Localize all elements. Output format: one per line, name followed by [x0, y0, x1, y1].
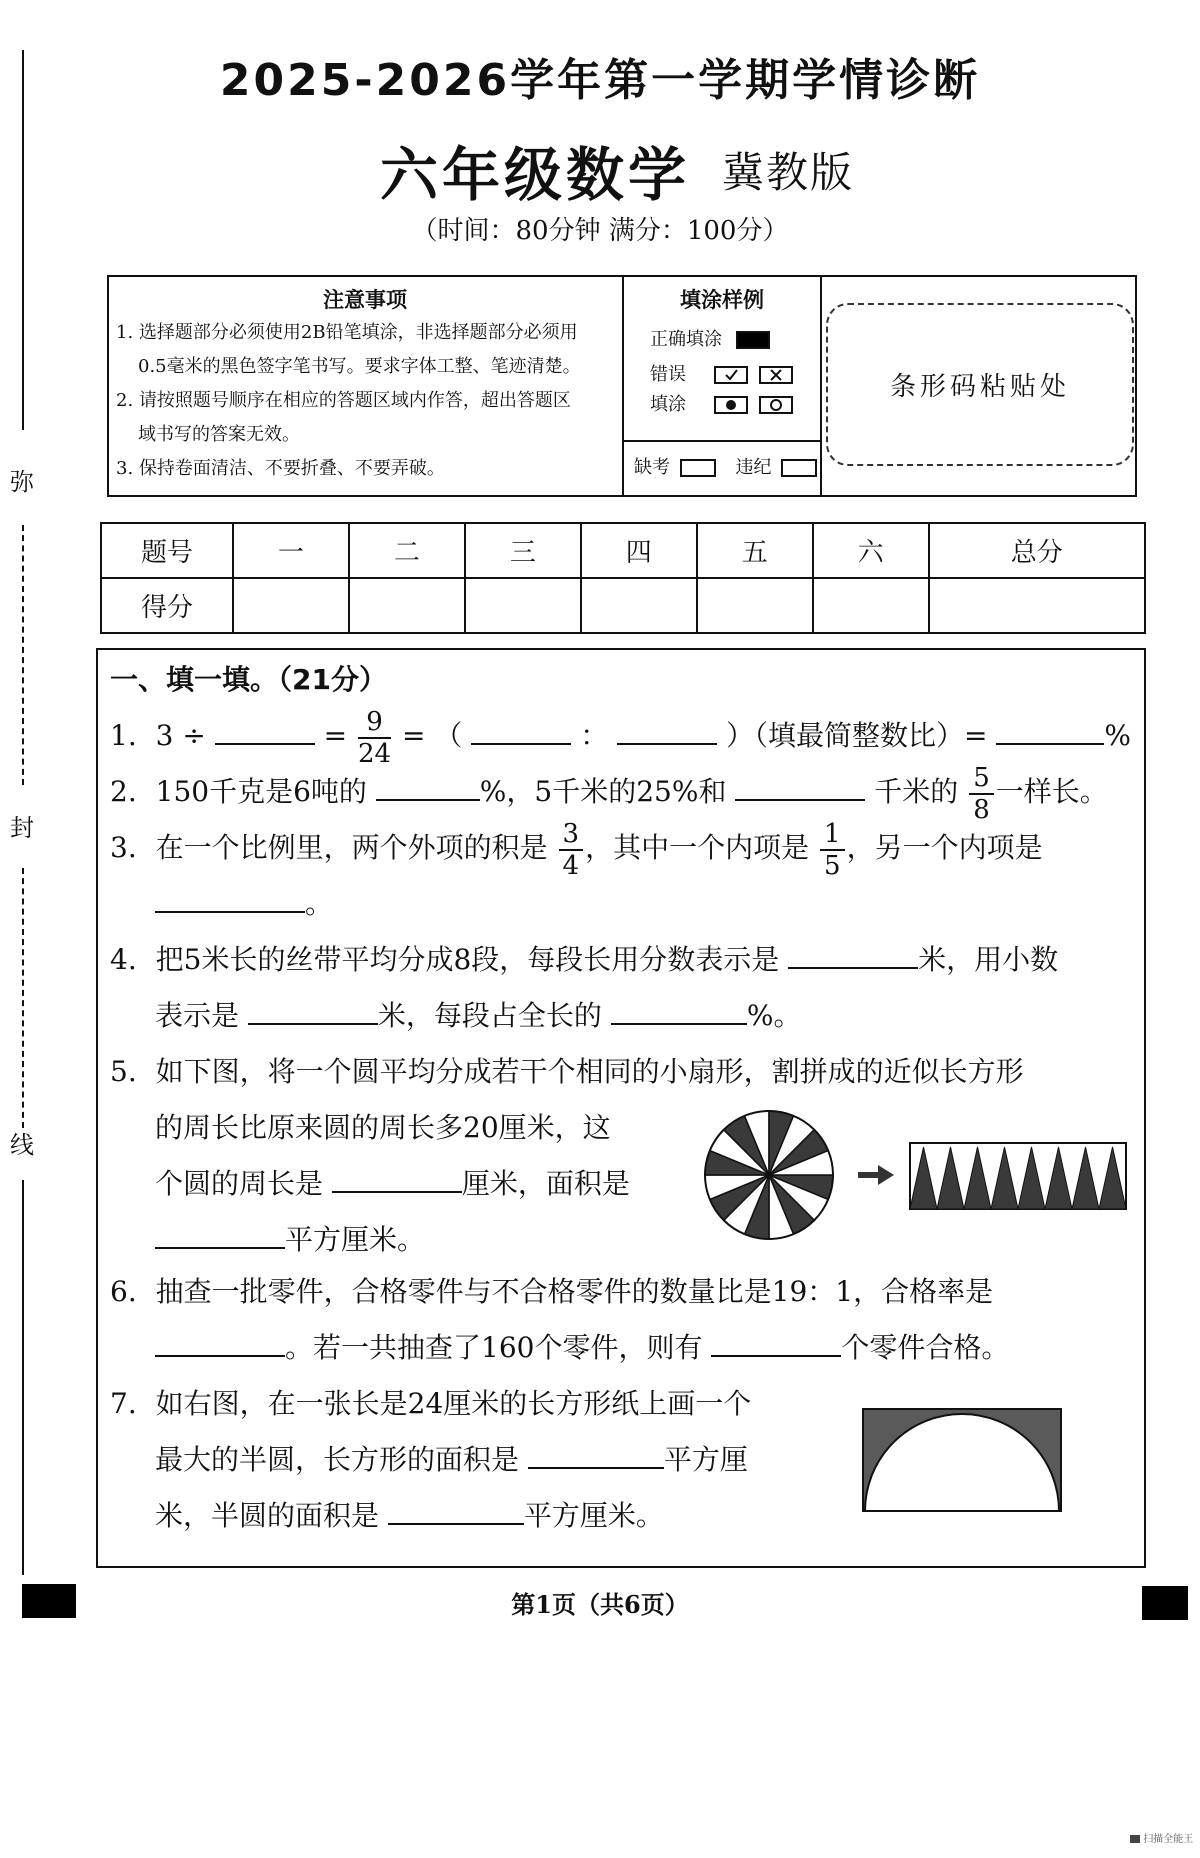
- question-text: %。: [746, 999, 802, 1032]
- question-number: 4.: [110, 943, 137, 976]
- scanner-logo-icon: [1130, 1835, 1140, 1843]
- question-text: 厘米，面积是: [461, 1167, 630, 1200]
- notice-heading: 注意事项: [323, 287, 407, 312]
- question-text: 千米的: [874, 775, 959, 808]
- question-3: [110, 820, 1043, 879]
- question-text: ：: [580, 719, 609, 752]
- sample-wrong-2: [650, 388, 793, 422]
- barcode-label: 条形码粘贴处: [889, 372, 1070, 402]
- question-text: 米，每段占全长的: [377, 999, 602, 1032]
- notice-divider: [820, 275, 822, 497]
- question-text: 。若一共抽查了160个零件，则有: [285, 1331, 703, 1364]
- sample-wrong-label: 错误: [650, 364, 686, 385]
- question-text: 3 ÷: [155, 719, 206, 752]
- fraction-numerator: 5: [969, 765, 994, 795]
- score-table: [100, 522, 1146, 634]
- binding-line-segment: [22, 525, 24, 785]
- score-cell[interactable]: [929, 578, 1145, 633]
- question-5: [110, 1044, 1024, 1100]
- cross-mark-icon: [759, 366, 793, 384]
- answer-blank[interactable]: [155, 1217, 285, 1249]
- answer-blank[interactable]: [996, 713, 1104, 745]
- registration-mark: [1142, 1586, 1188, 1620]
- notice-item: 1. 选择题部分必须使用2B铅笔填涂，非选择题部分必须用: [116, 322, 578, 343]
- question-7: [110, 1376, 751, 1432]
- question-text: 如右图，在一张长是24厘米的长方形纸上画一个: [155, 1387, 752, 1420]
- notice-item: 域书写的答案无效。: [138, 424, 300, 445]
- sample-heading: 填涂样例: [680, 287, 764, 312]
- question-5-line4: [155, 1212, 425, 1268]
- question-text: 在一个比例里，两个外项的积是: [155, 831, 548, 864]
- answer-blank[interactable]: [376, 769, 480, 801]
- binding-line-segment: [22, 868, 24, 1128]
- page-number: 第1页（共6页）: [511, 1590, 689, 1619]
- sample-correct: [650, 323, 770, 357]
- table-row: [101, 578, 1145, 633]
- watermark-text: 扫描全能王: [1143, 1834, 1194, 1845]
- filled-dot-icon: [714, 396, 748, 414]
- question-text: 抽查一批零件，合格零件与不合格零件的数量比是19：1，合格率是: [155, 1275, 994, 1308]
- question-4-cont: [155, 988, 801, 1044]
- table-cell: 一: [233, 523, 349, 578]
- question-text: %，5千米的25%和: [479, 775, 727, 808]
- absent-label: 缺考: [634, 457, 670, 478]
- arrow-right-icon: [856, 1160, 896, 1190]
- table-cell: 六: [813, 523, 929, 578]
- table-cell: 总分: [929, 523, 1145, 578]
- question-text: ）（填最简整数比）=: [726, 719, 988, 752]
- binding-line-segment: [22, 50, 24, 430]
- answer-blank[interactable]: [471, 713, 571, 745]
- table-cell: 五: [697, 523, 813, 578]
- score-cell[interactable]: [813, 578, 929, 633]
- question-text: 平方厘: [663, 1443, 748, 1476]
- answer-blank[interactable]: [735, 769, 865, 801]
- question-4: [110, 932, 1058, 988]
- rearranged-rectangle-figure: [908, 1140, 1128, 1212]
- answer-blank[interactable]: [388, 1493, 524, 1525]
- answer-blank[interactable]: [332, 1161, 462, 1193]
- question-number: 6.: [110, 1275, 137, 1308]
- filled-box-icon: [736, 331, 770, 349]
- answer-blank[interactable]: [611, 993, 747, 1025]
- question-number: 1.: [110, 719, 137, 752]
- question-text: %: [1104, 719, 1131, 752]
- notice-divider: [622, 440, 822, 442]
- binding-char-feng: 封: [10, 814, 34, 842]
- question-2: [110, 764, 1108, 823]
- notice-item: 2. 请按照题号顺序在相应的答题区域内作答，超出答题区: [116, 390, 571, 411]
- question-3-cont: [155, 876, 333, 932]
- fraction-numerator: 9: [358, 709, 391, 739]
- question-text: 150千克是6吨的: [155, 775, 367, 808]
- question-5-line3: [155, 1156, 630, 1212]
- fraction-denominator: 5: [824, 850, 841, 881]
- violation-label: 违纪: [735, 457, 772, 478]
- table-cell: 题号: [101, 523, 233, 578]
- question-text: 如下图，将一个圆平均分成若干个相同的小扇形，割拼成的近似长方形: [155, 1055, 1024, 1088]
- answer-blank[interactable]: [617, 713, 717, 745]
- fraction: [969, 762, 994, 825]
- fraction-denominator: 4: [562, 850, 580, 881]
- question-text: 个圆的周长是: [155, 1167, 324, 1200]
- table-cell: 二: [349, 523, 465, 578]
- question-number: 7.: [110, 1387, 137, 1420]
- notice-list: [116, 316, 621, 486]
- score-cell[interactable]: [697, 578, 813, 633]
- score-cell[interactable]: [349, 578, 465, 633]
- fraction: [820, 818, 845, 881]
- question-text: 米，用小数: [918, 943, 1059, 976]
- answer-blank[interactable]: [711, 1325, 841, 1357]
- table-row: [101, 523, 1145, 578]
- exam-title: 2025-2026学年第一学期学情诊断: [219, 55, 981, 106]
- answer-blank[interactable]: [155, 881, 305, 913]
- answer-blank[interactable]: [788, 937, 918, 969]
- binding-line-segment: [22, 1180, 24, 1575]
- binding-char-mi: 弥: [10, 468, 34, 496]
- question-text: 个零件合格。: [841, 1331, 1010, 1364]
- question-text: 一样长。: [995, 775, 1108, 808]
- question-7-line3: [155, 1488, 664, 1544]
- question-text: 把5米长的丝带平均分成8段，每段长用分数表示是: [155, 943, 780, 976]
- violation-checkbox[interactable]: [781, 459, 817, 477]
- question-1: [110, 708, 1131, 767]
- scanner-watermark: [1130, 1830, 1193, 1845]
- answer-blank[interactable]: [248, 993, 378, 1025]
- answer-blank[interactable]: [155, 1325, 285, 1357]
- score-cell[interactable]: [465, 578, 581, 633]
- question-text: =: [323, 719, 348, 752]
- absent-checkbox[interactable]: [680, 459, 716, 477]
- question-text: 表示是: [155, 999, 240, 1032]
- fraction: [559, 818, 584, 881]
- fraction-numerator: 3: [559, 821, 584, 851]
- question-6: [110, 1264, 993, 1320]
- question-text: 平方厘米。: [285, 1223, 426, 1256]
- fraction-denominator: 24: [358, 738, 392, 769]
- fraction-denominator: 8: [973, 794, 990, 825]
- sectored-circle-figure: [702, 1108, 836, 1242]
- answer-blank[interactable]: [215, 713, 315, 745]
- notice-item: 3. 保持卷面清洁、不要折叠、不要弄破。: [116, 458, 445, 479]
- question-text: 平方厘米。: [523, 1499, 664, 1532]
- absent-marker: [634, 451, 817, 485]
- semicircle-in-rectangle-figure: [862, 1408, 1062, 1512]
- hollow-circle-icon: [759, 396, 793, 414]
- subject-title: 六年级数学: [380, 141, 691, 209]
- score-cell[interactable]: [233, 578, 349, 633]
- section-heading: 一、填一填。（21分）: [110, 663, 387, 696]
- question-text: = （: [402, 719, 463, 752]
- binding-char-xian: 线: [10, 1131, 34, 1159]
- question-text: 米，半圆的面积是: [155, 1499, 380, 1532]
- sample-wrong-1: [650, 358, 793, 392]
- table-cell: 四: [581, 523, 697, 578]
- question-number: 3.: [110, 831, 137, 864]
- table-cell: 得分: [101, 578, 233, 633]
- sample-correct-label: 正确填涂: [650, 329, 722, 350]
- question-7-line2: [155, 1432, 748, 1488]
- question-number: 2.: [110, 775, 137, 808]
- notice-item: 0.5毫米的黑色签字笔书写。要求字体工整、笔迹清楚。: [138, 356, 581, 377]
- fraction-numerator: 1: [820, 821, 845, 851]
- fraction: [358, 706, 392, 769]
- question-5-line2: 的周长比原来圆的周长多20厘米，这: [155, 1111, 611, 1144]
- registration-mark: [22, 1584, 76, 1618]
- time-and-score: （时间：80分钟 满分：100分）: [411, 216, 789, 246]
- question-text: ，另一个内项是: [846, 831, 1043, 864]
- question-text: 最大的半圆，长方形的面积是: [155, 1443, 520, 1476]
- sample-wrong-label: 填涂: [650, 394, 686, 415]
- table-cell: 三: [465, 523, 581, 578]
- check-mark-icon: [714, 366, 748, 384]
- question-text: ，其中一个内项是: [585, 831, 810, 864]
- score-cell[interactable]: [581, 578, 697, 633]
- answer-blank[interactable]: [528, 1437, 664, 1469]
- edition-label: 冀教版: [722, 148, 855, 197]
- question-number: 5.: [110, 1055, 137, 1088]
- question-text: 。: [305, 887, 334, 920]
- question-6-cont: [155, 1320, 1009, 1376]
